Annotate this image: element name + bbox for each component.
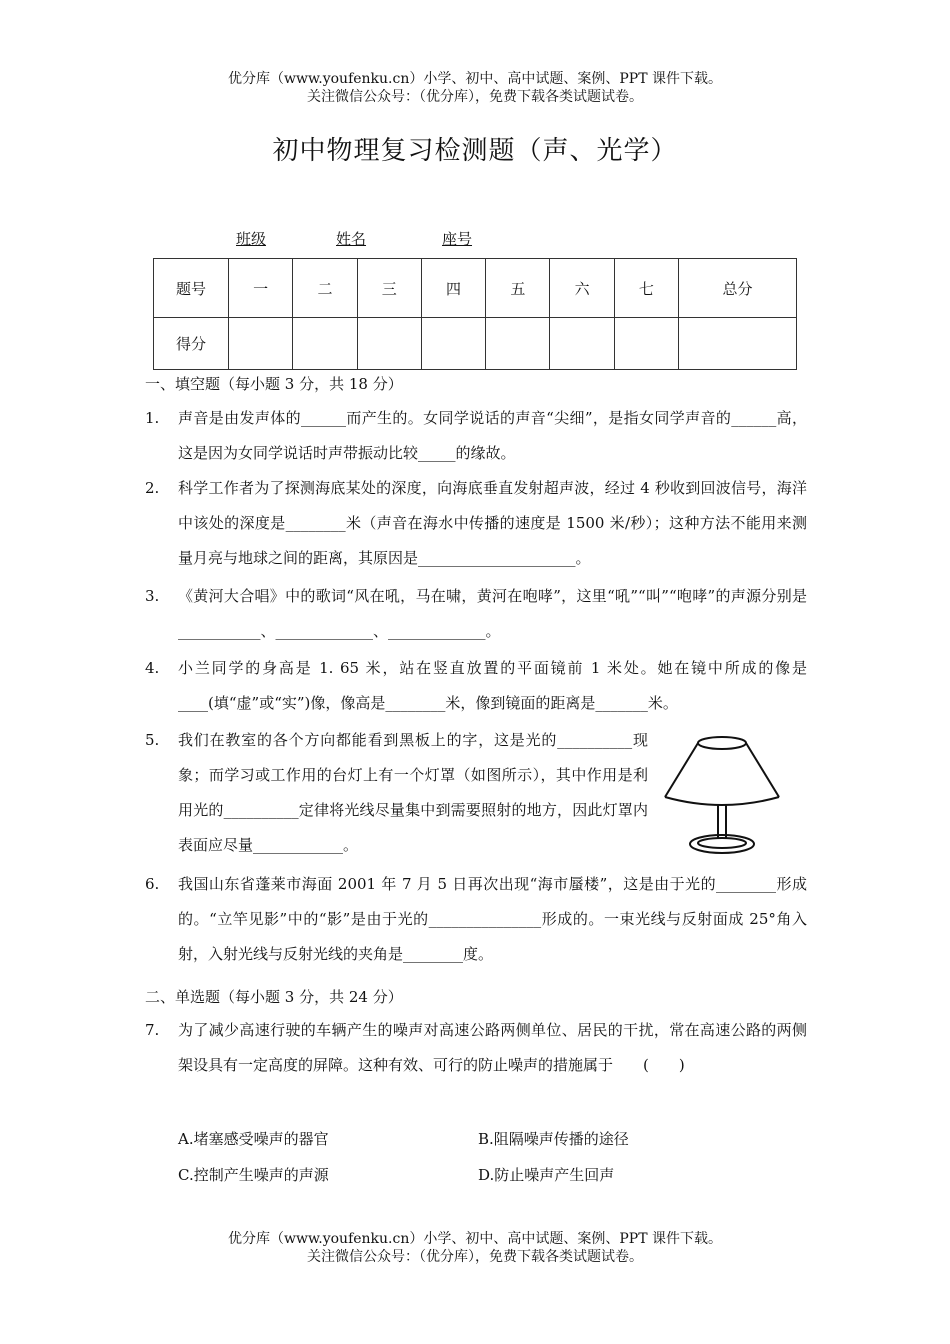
question-6 [145,867,807,972]
question-number: 1. [145,409,160,427]
seat-label: 座号 [442,230,473,248]
header-line-2: 关注微信公众号：（优分库），免费下载各类试题试卷。 [307,89,643,105]
header-line-1: 优分库（www.youfenku.cn）小学、初中、高中试题、案例、PPT 课件下载。 [227,71,722,87]
score-table-header-row [154,259,797,318]
question-number: 7. [145,1021,160,1039]
score-label-cell: 得分 [154,318,229,370]
score-input-cell[interactable] [550,318,614,370]
footer-line-1: 优分库（www.youfenku.cn）小学、初中、高中试题、案例、PPT 课件下载。 [227,1231,722,1247]
score-cell: 一 [229,259,293,318]
score-cell: 六 [550,259,614,318]
score-cell: 二 [293,259,357,318]
score-input-cell[interactable] [421,318,485,370]
score-input-cell[interactable] [679,318,797,370]
option-d[interactable]: D.防止噪声产生回声 [478,1166,615,1184]
page-header [0,70,950,106]
question-1 [145,401,807,471]
question-number: 4. [145,659,160,677]
question-7 [145,1013,807,1083]
option-c[interactable]: C.控制产生噪声的声源 [178,1166,329,1184]
question-text: 我国山东省蓬莱市海面 2001 年 7 月 5 日再次出现“海市蜃楼”，这是由于光的________形成的。“立竿见影”中的“影”是由于光的_______________形成的。一束光线与反射面成 25°角入射，入射光线与反射光线的夹角是________度。 [178,875,807,963]
question-number: 6. [145,875,160,893]
question-2 [145,471,807,576]
question-number: 3. [145,587,160,605]
table-lamp-illustration [662,733,782,865]
score-cell: 四 [421,259,485,318]
question-text: 为了减少高速行驶的车辆产生的噪声对高速公路两侧单位、居民的干扰，常在高速公路的两侧架设具有一定高度的屏障。这种有效、可行的防止噪声的措施属于 ( ) [178,1021,807,1074]
question-number: 5. [145,731,160,749]
score-input-cell[interactable] [229,318,293,370]
score-input-cell[interactable] [614,318,678,370]
student-info [236,228,482,249]
question-number: 2. [145,479,160,497]
question-text: 小兰同学的身高是 1. 65 米，站在竖直放置的平面镜前 1 米处。她在镜中所成的像是____(填“虚”或“实”)像，像高是________米，像到镜面的距离是_______米。 [178,659,807,712]
question-text: 《黄河大合唱》中的歌词“风在吼，马在啸，黄河在咆哮”，这里“吼”“叫”“咆哮”的声源分别是___________、_____________、_____________。 [178,587,807,640]
class-label: 班级 [236,230,267,248]
question-3 [145,579,807,649]
score-input-cell[interactable] [357,318,421,370]
score-cell: 七 [614,259,678,318]
footer-line-2: 关注微信公众号：（优分库），免费下载各类试题试卷。 [307,1249,643,1265]
question-4 [145,651,807,721]
section-2-heading: 二、单选题（每小题 3 分，共 24 分） [145,988,403,1006]
score-table [153,258,797,370]
score-input-cell[interactable] [486,318,550,370]
score-cell: 题号 [154,259,229,318]
score-table-score-row [154,318,797,370]
score-cell: 总分 [679,259,797,318]
question-text: 我们在教室的各个方向都能看到黑板上的字，这是光的__________现象；而学习或工作用的台灯上有一个灯罩（如图所示），其中作用是利用光的__________定律将光线尽量集中到需要照射的地方，因此灯罩内表面应尽量____________。 [178,731,648,854]
score-input-cell[interactable] [293,318,357,370]
option-a[interactable]: A.堵塞感受噪声的器官 [178,1130,329,1148]
question-text: 声音是由发声体的______而产生的。女同学说话的声音“尖细”，是指女同学声音的______高，这是因为女同学说话时声带振动比较_____的缘故。 [178,409,807,462]
page-title: 初中物理复习检测题（声、光学） [272,136,678,166]
score-cell: 三 [357,259,421,318]
section-1-heading: 一、填空题（每小题 3 分，共 18 分） [145,375,403,393]
name-label: 姓名 [336,230,367,248]
option-b[interactable]: B.阻隔噪声传播的途径 [478,1130,629,1148]
question-text: 科学工作者为了探测海底某处的深度，向海底垂直发射超声波，经过 4 秒收到回波信号，海洋中该处的深度是________米（声音在海水中传播的速度是 1500 米/秒）；这种方法不能用来测量月亮与地球之间的距离，其原因是_____________________。 [178,479,807,567]
score-cell: 五 [486,259,550,318]
page-footer [0,1230,950,1266]
